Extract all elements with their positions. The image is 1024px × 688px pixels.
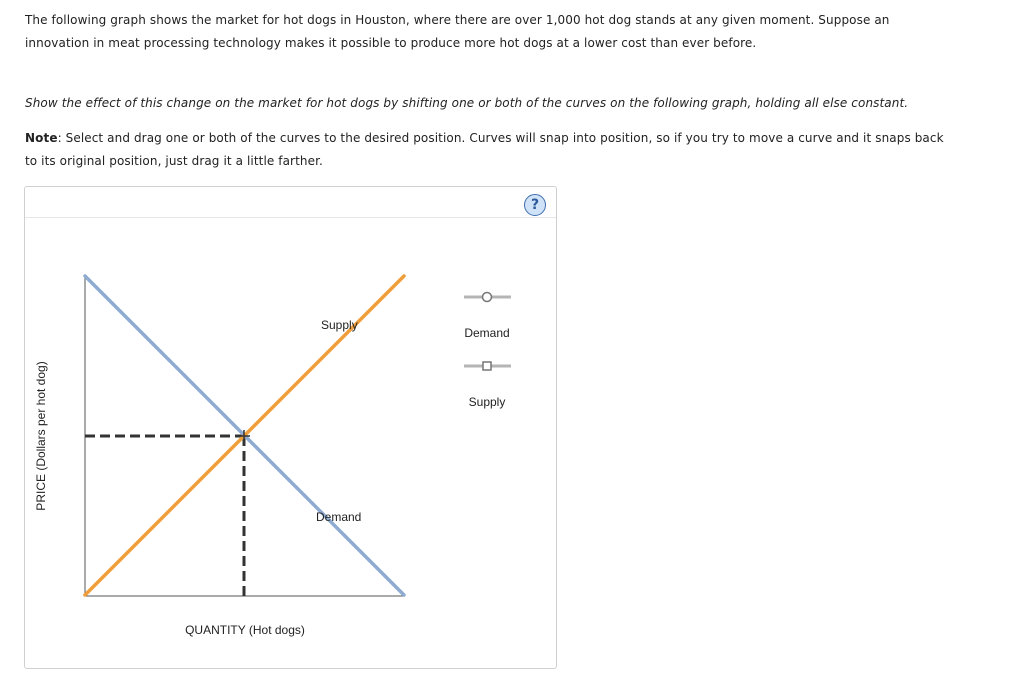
legend-demand-tool[interactable] <box>464 293 511 302</box>
question-intro: The following graph shows the market for hot dogs in Houston, where there are over 1,000 hot dog stands at any given moment. Suppose an innovation in meat processing technology makes it possible to produce more hot dogs at a lower cost than ever before. <box>25 13 890 50</box>
y-axis-label: PRICE (Dollars per hot dog) <box>34 361 48 511</box>
demand-curve-label: Demand <box>316 510 362 524</box>
question-instruction: Show the effect of this change on the market for hot dogs by shifting one or both of the curves on the following graph, holding all else constant. <box>25 96 909 110</box>
legend-supply-label: Supply <box>468 395 506 409</box>
note-label: Note <box>25 131 58 145</box>
help-icon[interactable]: ? <box>524 194 546 216</box>
graph-panel <box>24 186 557 669</box>
note-text: : Select and drag one or both of the curves to the desired position. Curves will snap into position, so if you try to move a curve and it snaps back to its original position, just drag it a little farther. <box>25 131 944 168</box>
question-note <box>25 127 955 173</box>
supply-curve-label: Supply <box>321 318 358 332</box>
legend-demand-label: Demand <box>464 326 510 340</box>
legend-supply-square-icon <box>483 362 491 370</box>
legend-supply-tool[interactable] <box>464 362 511 370</box>
legend-demand-circle-icon <box>483 293 492 302</box>
x-axis-label: QUANTITY (Hot dogs) <box>185 623 305 637</box>
market-graph <box>25 187 556 668</box>
